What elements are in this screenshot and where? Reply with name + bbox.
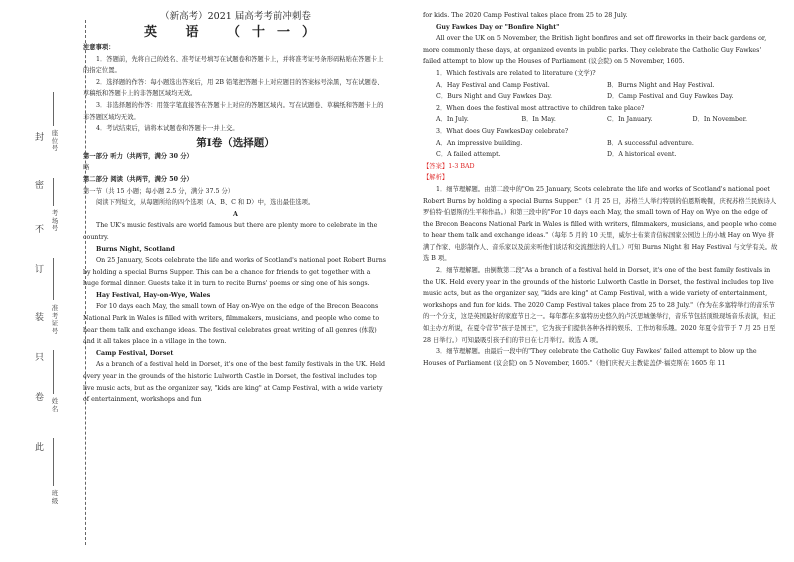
- passage-intro: The UK's music festivals are world famous but there are plenty more to celebrate in the country.: [83, 222, 378, 241]
- notice-item: 4．考试结束后，请将本试题卷和答题卡一并上交。: [96, 125, 239, 133]
- festival-paragraph: On 25 January, Scots celebrate the life and works of Scotland's national poet Robert Burns by holding a special Burns Supper. This can be a chance for friends to get together with a huge formal dinner. Guests take it in turn to recite Burns' poems or sing one of his songs.: [83, 257, 387, 288]
- option: B．A successful adventure.: [607, 139, 694, 147]
- option: B．Burns Night and Hay Festival.: [607, 81, 715, 89]
- options-row: [423, 114, 778, 126]
- explanation: 2．细节理解题。由倒数第二段"As a branch of a festival held in Dorset, it's one of the best family festivals in the UK. Held every year in the grounds of the historic Lulworth Castle in Dorset, the festival includes top live music acts, but as the organizer say, "kids are king" at Camp Festival, with a wide variety of entertainment, workshops and fun for kids. The 2020 Camp Festival takes place from 25 to 28 July."（作为在多塞特举行的音乐节的一个分支，这是英国最好的家庭节日之一。每年都在多塞特历史悠久的卢沃思城堡举行，音乐节包括顶级现场音乐表演，但正如主办方所说，在夏令营节"孩子是国王"，它为孩子们提供各种各样的娱乐、工作坊和乐趣。2020 年夏令营节于 7 月 25 日至 28 日举行。）可知最吸引孩子们的节日在七月举行。故选 A 项。: [423, 267, 776, 344]
- option: B．In May.: [521, 116, 556, 124]
- section-one-heading: 第一节（共 15 小题；每小题 2.5 分，满分 37.5 分）: [83, 187, 235, 195]
- omitted-note: 略: [83, 164, 90, 172]
- option: C．A failed attempt.: [436, 151, 501, 159]
- class-label: 班级: [51, 489, 59, 505]
- margin-char: 不: [35, 225, 45, 235]
- margin-char: 装: [35, 313, 45, 323]
- passage-label: A: [233, 210, 238, 218]
- festival-paragraph: All over the UK on 5 November, the British light bonfires and set off fireworks in their back gardens or, more commonly these days, at organized events in public parks. They celebrate the Catholic Guy Fawkes' failed attempt to blow up the Houses of Parliament (议会院) on 5 November, 1605.: [423, 35, 767, 66]
- left-column: [83, 10, 388, 406]
- notice-item: 1．答题前，先将自己的姓名、准考证号填写在试题卷和答题卡上，并将准考证号条形码粘贴在答题卡上的指定位置。: [83, 55, 384, 75]
- festival-paragraph: for kids. The 2020 Camp Festival takes place from 25 to 28 July.: [423, 12, 628, 19]
- ticket-number-label: 准考证号: [51, 304, 59, 335]
- answer-key: 【答案】1-3 BAD: [423, 162, 475, 170]
- option: A．In July.: [436, 116, 469, 124]
- margin-char: 订: [35, 265, 45, 275]
- notice-item: 3．非选择题的作答：用签字笔直接答在答题卡上对应的答题区域内。写在试题卷、草稿纸和答题卡上的非答题区域均无效。: [83, 101, 384, 121]
- exam-room-line: [53, 178, 54, 206]
- margin-char: 封: [35, 133, 45, 143]
- option: D．A historical event.: [607, 151, 677, 159]
- festival-heading: Guy Fawkes Day or "Bonfire Night": [436, 23, 560, 31]
- festival-paragraph: For 10 days each May, the small town of Hay on-Wye on the edge of the Brecon Beacons National Park in Wales is filled with writers, filmmakers, musicians, and people who come to hear them talk and exchange ideas. The festival celebrates great writing of all genres (体裁) and it all takes place in a village in the town.: [83, 303, 380, 346]
- margin-char: 此: [35, 443, 45, 453]
- notice-item: 2．选择题的作答：每小题选出答案后，用 2B 铅笔把答题卡上对应题目的答案标号涂黑，写在试题卷、草稿纸和答题卡上的非答题区域均无效。: [83, 78, 384, 98]
- question: 1．Which festivals are related to literature (文学)?: [436, 69, 596, 77]
- option: C．Burs Night and Guy Fawkes Day.: [436, 93, 553, 101]
- question: 2．When does the festival most attractive to children take place?: [436, 104, 645, 112]
- options-row: [423, 91, 778, 103]
- right-column: [423, 10, 778, 369]
- explanation: 3．细节理解题。由最后一段中的"They celebrate the Catholic Guy Fawkes' failed attempt to blow up the Houses of Parliament (议会院) on 5 November, 1605."（他们庆祝天主教徒盖伊·福克斯在 1605 年 11: [423, 348, 757, 367]
- exam-title: （新高考）2021 届高考考前冲刺卷: [160, 11, 311, 22]
- option: A．Hay Festival and Camp Festival.: [436, 81, 550, 89]
- option: D．Camp Festival and Guy Fawkes Day.: [607, 93, 734, 101]
- seat-number-line: [53, 92, 54, 126]
- section-title: 第Ⅰ卷（选择题）: [196, 136, 275, 149]
- option: A．An impressive building.: [436, 139, 523, 147]
- subject-title: 英 语 （十一）: [143, 25, 328, 40]
- notice-heading: 注意事项：: [83, 44, 115, 51]
- festival-heading: Hay Festival, Hay-on-Wye, Wales: [96, 291, 211, 299]
- options-row: [423, 80, 778, 92]
- instruction: 阅读下列短文，从每题所给的四个选项（A、B、C 和 D）中，选出最佳选项。: [96, 199, 315, 207]
- margin-char: 卷: [35, 393, 45, 403]
- options-row: [423, 138, 778, 150]
- festival-heading: Burns Night, Scotland: [96, 245, 175, 253]
- festival-heading: Camp Festival, Dorset: [96, 349, 174, 357]
- name-label: 姓名: [51, 397, 59, 413]
- option: C．In January.: [607, 116, 653, 124]
- class-line: [53, 438, 54, 486]
- part-two-heading: 第二部分 阅读（共两节，满分 50 分）: [83, 175, 193, 183]
- name-line: [53, 350, 54, 394]
- analysis-heading: 【解析】: [423, 174, 449, 182]
- explanation: 1．细节理解题。由第二段中的"On 25 January, Scots celebrate the life and works of Scotland's national poet Robert Burns by holding a special Burns Supper."（1 月 25 日，苏格兰人举行特别的伯恩斯晚餐，庆祝苏格兰民族诗人罗伯特·伯恩斯的生平和作品。）和第三段中的"For 10 days each May, the small town of Hay on Wye on the edge of the Brecon Beacons National Park in Wales is filled with writers, filmmakers, musicians, and people who come to hear them talk and exchange ideas."（每年 5 月的 10 天里，威尔士布莱肯信标国家公园边上的小城 Hay on Wye 挤满了作家、电影制作人、音乐家以及前来听他们谈话和交流想法的人们。）可知 Burns Night 和 Hay Festival 与文学有关。故选 B 项。: [423, 185, 778, 263]
- exam-room-label: 考场号: [51, 209, 59, 232]
- seat-number-label: 座位号: [51, 129, 59, 152]
- festival-paragraph: As a branch of a festival held in Dorset, it's one of the best family festivals in the UK. Held every year in the grounds of the historic Lulworth Castle in Dorset, the festival includes top live music acts, but as the organizer say, "kids are king" at Camp Festival, with a wide variety of entertainment, workshops and fun: [83, 361, 385, 404]
- options-row: [423, 149, 778, 161]
- option: D．In November.: [692, 116, 748, 124]
- margin-char: 只: [35, 353, 45, 363]
- part-one-heading: 第一部分 听力（共两节，满分 30 分）: [83, 152, 193, 160]
- question: 3．What does Guy FawkesDay celebrate?: [436, 127, 569, 135]
- margin-char: 密: [35, 181, 45, 191]
- ticket-number-line: [53, 258, 54, 300]
